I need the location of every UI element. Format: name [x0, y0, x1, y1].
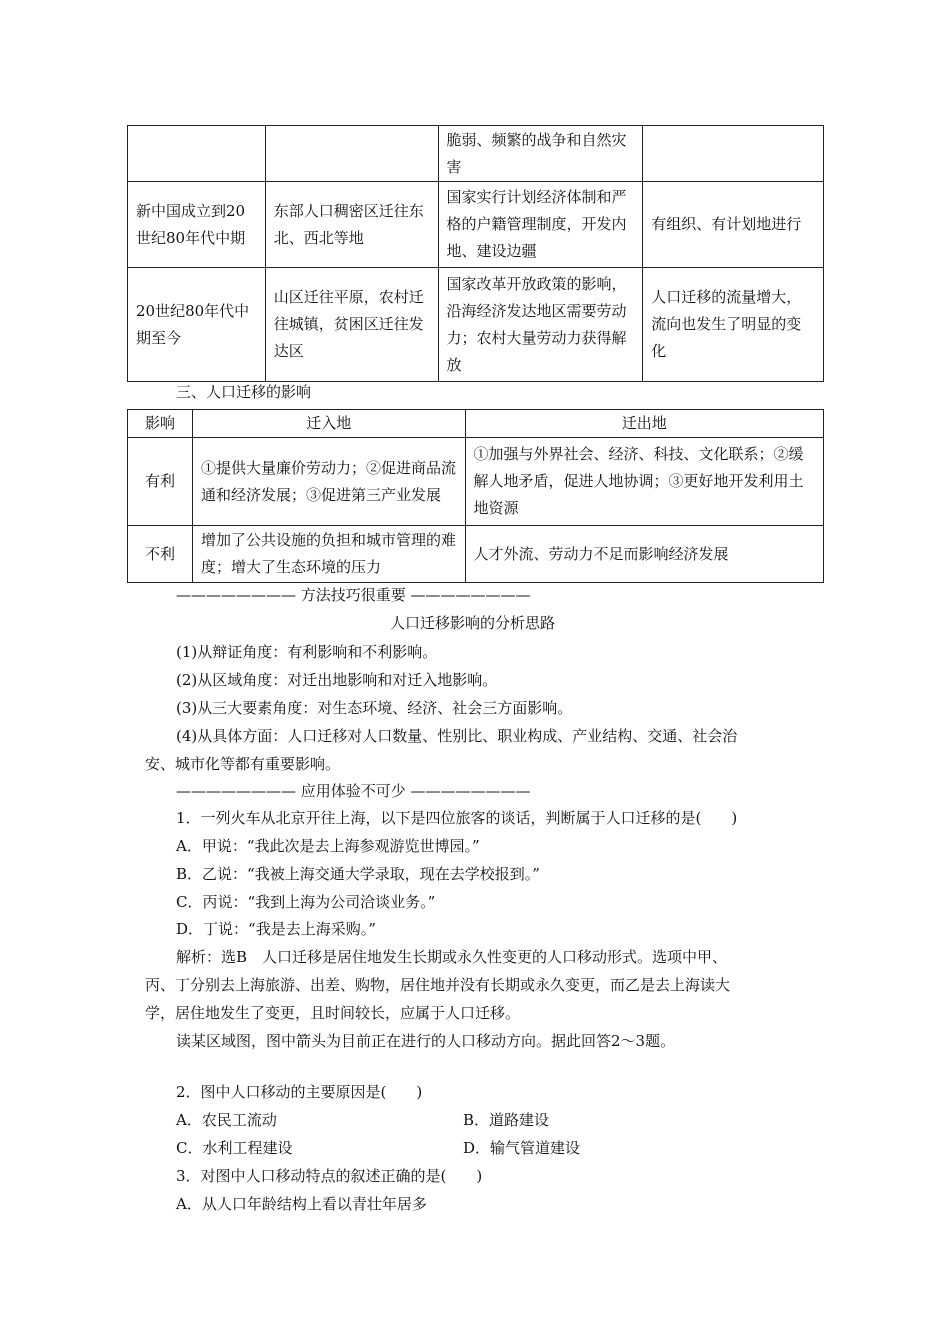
method-point: 安、城市化等都有重要影响。 — [145, 755, 341, 773]
period-cell: 新中国成立到20世纪80年代中期 — [128, 182, 266, 268]
feature-cell: 有组织、有计划地进行 — [643, 182, 824, 268]
method-banner: ———————— 方法技巧很重要 ———————— — [176, 586, 531, 604]
method-title: 人口迁移影响的分析思路 — [390, 614, 556, 632]
section-title: 三、人口迁移的影响 — [176, 383, 312, 401]
in-cell: ①提供大量廉价劳动力；②促进商品流通和经济发展；③促进第三产业发展 — [192, 438, 465, 526]
q2-option: C．水利工程建设 — [176, 1139, 293, 1157]
method-point: (3)从三大要素角度：对生态环境、经济、社会三方面影响。 — [176, 699, 573, 717]
period-cell — [128, 126, 266, 182]
feature-cell: 人口迁移的流量增大，流向也发生了明显的变化 — [643, 268, 824, 382]
q1-option: C．丙说：“我到上海为公司洽谈业务。” — [176, 893, 436, 911]
q1-option: B．乙说：“我被上海交通大学录取，现在去学校报到。” — [176, 865, 540, 883]
out-cell: 人才外流、劳动力不足而影响经济发展 — [465, 526, 823, 583]
column-header: 迁出地 — [465, 410, 823, 438]
q1-analysis: 丙、丁分别去上海旅游、出差、购物，居住地并没有长期或永久变更，而乙是去上海读大 — [145, 976, 731, 994]
period-cell: 20世纪80年代中期至今 — [128, 268, 266, 382]
reason-cell: 脆弱、频繁的战争和自然灾害 — [438, 126, 643, 182]
row-label: 有利 — [128, 438, 193, 526]
column-header: 迁入地 — [192, 410, 465, 438]
direction-cell: 东部人口稠密区迁往东北、西北等地 — [265, 182, 438, 268]
q3-stem: 3．对图中人口移动特点的叙述正确的是( ) — [176, 1167, 483, 1185]
direction-cell: 山区迁往平原，农村迁往城镇，贫困区迁往发达区 — [265, 268, 438, 382]
feature-cell — [643, 126, 824, 182]
out-cell: ①加强与外界社会、经济、科技、文化联系；②缓解人地矛盾，促进人地协调；③更好地开发利用土地资源 — [465, 438, 823, 526]
q3-option: A．从人口年龄结构上看以青壮年居多 — [176, 1195, 427, 1213]
q2-option: B．道路建设 — [463, 1111, 550, 1129]
q2-option: D．输气管道建设 — [463, 1139, 581, 1157]
q1-option: A．甲说：“我此次是去上海参观游览世博园。” — [176, 837, 480, 855]
q1-stem: 1．一列火车从北京开往上海，以下是四位旅客的谈话，判断属于人口迁移的是( ) — [176, 809, 738, 827]
table-header-row — [128, 410, 824, 438]
table-row — [128, 526, 824, 583]
column-header: 影响 — [128, 410, 193, 438]
table-row — [128, 438, 824, 526]
read-prompt: 读某区域图，图中箭头为目前正在进行的人口移动方向。据此回答2～3题。 — [176, 1032, 676, 1050]
q1-option: D．丁说：“我是去上海采购。” — [176, 920, 376, 938]
q2-option: A．农民工流动 — [176, 1111, 277, 1129]
reason-cell: 国家改革开放政策的影响，沿海经济发达地区需要劳动力；农村大量劳动力获得解放 — [438, 268, 643, 382]
method-point: (2)从区域角度：对迁出地影响和对迁入地影响。 — [176, 671, 498, 689]
q2-stem: 2．图中人口移动的主要原因是( ) — [176, 1083, 423, 1101]
practice-banner: ———————— 应用体验不可少 ———————— — [176, 782, 531, 800]
table-row — [128, 268, 824, 382]
row-label: 不利 — [128, 526, 193, 583]
table-row — [128, 126, 824, 182]
impact-table — [127, 409, 824, 583]
q1-analysis: 学，居住地发生了变更，且时间较长，应属于人口迁移。 — [145, 1004, 521, 1022]
migration-table — [127, 125, 824, 382]
reason-cell: 国家实行计划经济体制和严格的户籍管理制度，开发内地、建设边疆 — [438, 182, 643, 268]
direction-cell — [265, 126, 438, 182]
method-point: (4)从具体方面：人口迁移对人口数量、性别比、职业构成、产业结构、交通、社会治 — [176, 727, 738, 745]
q1-analysis: 解析：选B 人口迁移是居住地发生长期或永久性变更的人口移动形式。选项中甲、 — [176, 948, 728, 966]
in-cell: 增加了公共设施的负担和城市管理的难度；增大了生态环境的压力 — [192, 526, 465, 583]
table-row — [128, 182, 824, 268]
method-point: (1)从辩证角度：有利影响和不利影响。 — [176, 643, 438, 661]
